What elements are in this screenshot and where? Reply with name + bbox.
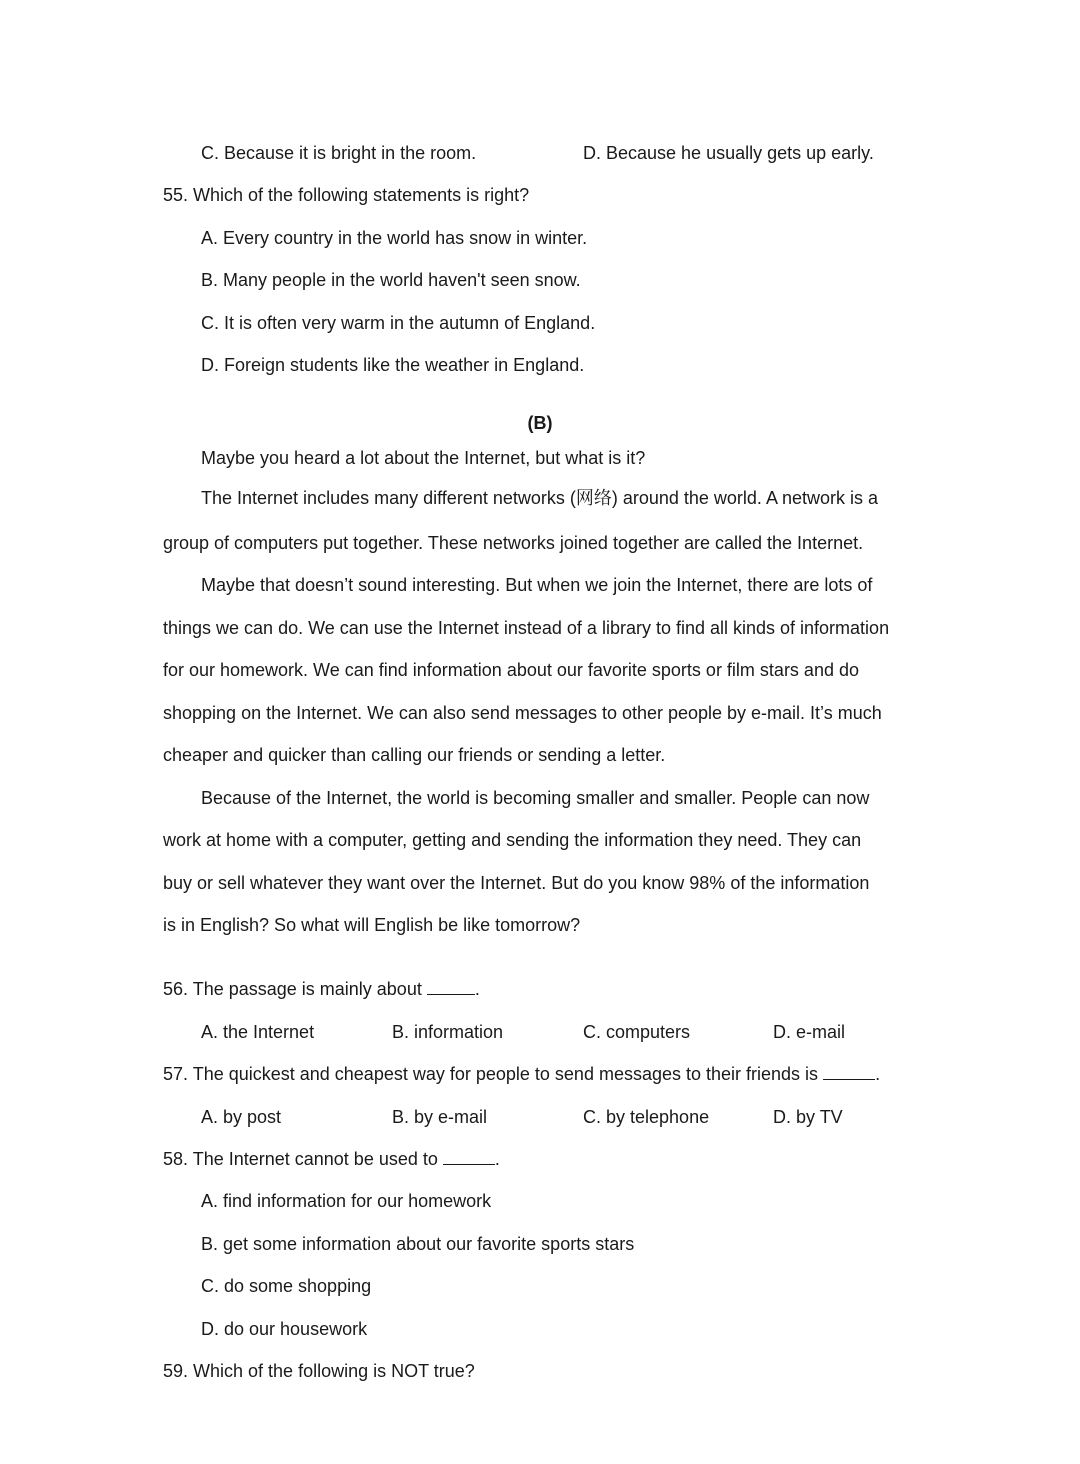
q57-stem: 57. The quickest and cheapest way for people to send messages to their friends is xyxy=(163,1064,819,1084)
q58-option-a: A. find information for our homework xyxy=(201,1191,492,1211)
passage-line-7: shopping on the Internet. We can also send messages to other people by e-mail. It’s much xyxy=(163,703,882,723)
q58-end: . xyxy=(494,1149,500,1169)
q57-option-b: B. by e-mail xyxy=(392,1107,488,1127)
passage-line-12: is in English? So what will English be like tomorrow? xyxy=(163,915,581,935)
passage-line-6: for our homework. We can find information about our favorite sports or film stars and do xyxy=(163,660,859,680)
q55-option-d: D. Foreign students like the weather in England. xyxy=(201,355,585,375)
passage-line-4: Maybe that doesn’t sound interesting. But when we join the Internet, there are lots of xyxy=(201,575,873,595)
passage-line-1: Maybe you heard a lot about the Internet, but what is it? xyxy=(201,448,646,468)
q57-option-c: C. by telephone xyxy=(583,1107,710,1127)
q57-option-d: D. by TV xyxy=(773,1107,843,1127)
q58-option-d: D. do our housework xyxy=(201,1319,368,1339)
q58-option-c: C. do some shopping xyxy=(201,1276,372,1296)
q55-stem: 55. Which of the following statements is right? xyxy=(163,185,530,205)
q56-option-a: A. the Internet xyxy=(201,1022,315,1042)
passage-line-9: Because of the Internet, the world is becoming smaller and smaller. People can now xyxy=(201,788,870,808)
q57-end: . xyxy=(875,1064,881,1084)
passage-line-11: buy or sell whatever they want over the Internet. But do you know 98% of the information xyxy=(163,873,870,893)
passage-line-5: things we can do. We can use the Internet instead of a library to find all kinds of information xyxy=(163,618,890,638)
q56-option-b: B. information xyxy=(392,1022,504,1042)
answer-blank xyxy=(443,1148,495,1165)
q56-stem-line xyxy=(163,977,480,1001)
passage-line-8: cheaper and quicker than calling our friends or sending a letter. xyxy=(163,745,666,765)
q54-option-d: D. Because he usually gets up early. xyxy=(583,143,874,163)
passage-line-2: The Internet includes many different networks (网络) around the world. A network is a xyxy=(201,488,878,508)
answer-blank xyxy=(823,1063,875,1080)
q55-option-c: C. It is often very warm in the autumn of England. xyxy=(201,313,596,333)
passage-line-10: work at home with a computer, getting and sending the information they need. They can xyxy=(163,830,862,850)
q56-end: . xyxy=(474,979,480,999)
q57-option-a: A. by post xyxy=(201,1107,282,1127)
q58-stem-line xyxy=(163,1147,500,1171)
q56-option-d: D. e-mail xyxy=(773,1022,846,1042)
q54-option-c: C. Because it is bright in the room. xyxy=(201,143,477,163)
q56-stem: 56. The passage is mainly about xyxy=(163,979,422,999)
q59-stem: 59. Which of the following is NOT true? xyxy=(163,1361,475,1381)
passage-line-3: group of computers put together. These networks joined together are called the Internet. xyxy=(163,533,864,553)
q55-option-a: A. Every country in the world has snow in winter. xyxy=(201,228,588,248)
q58-stem: 58. The Internet cannot be used to xyxy=(163,1149,438,1169)
q57-stem-line xyxy=(163,1062,880,1086)
answer-blank xyxy=(427,978,475,995)
q58-option-b: B. get some information about our favorite sports stars xyxy=(201,1234,635,1254)
q56-option-c: C. computers xyxy=(583,1022,691,1042)
section-b-heading: (B) xyxy=(527,413,553,433)
q55-option-b: B. Many people in the world haven't seen snow. xyxy=(201,270,581,290)
